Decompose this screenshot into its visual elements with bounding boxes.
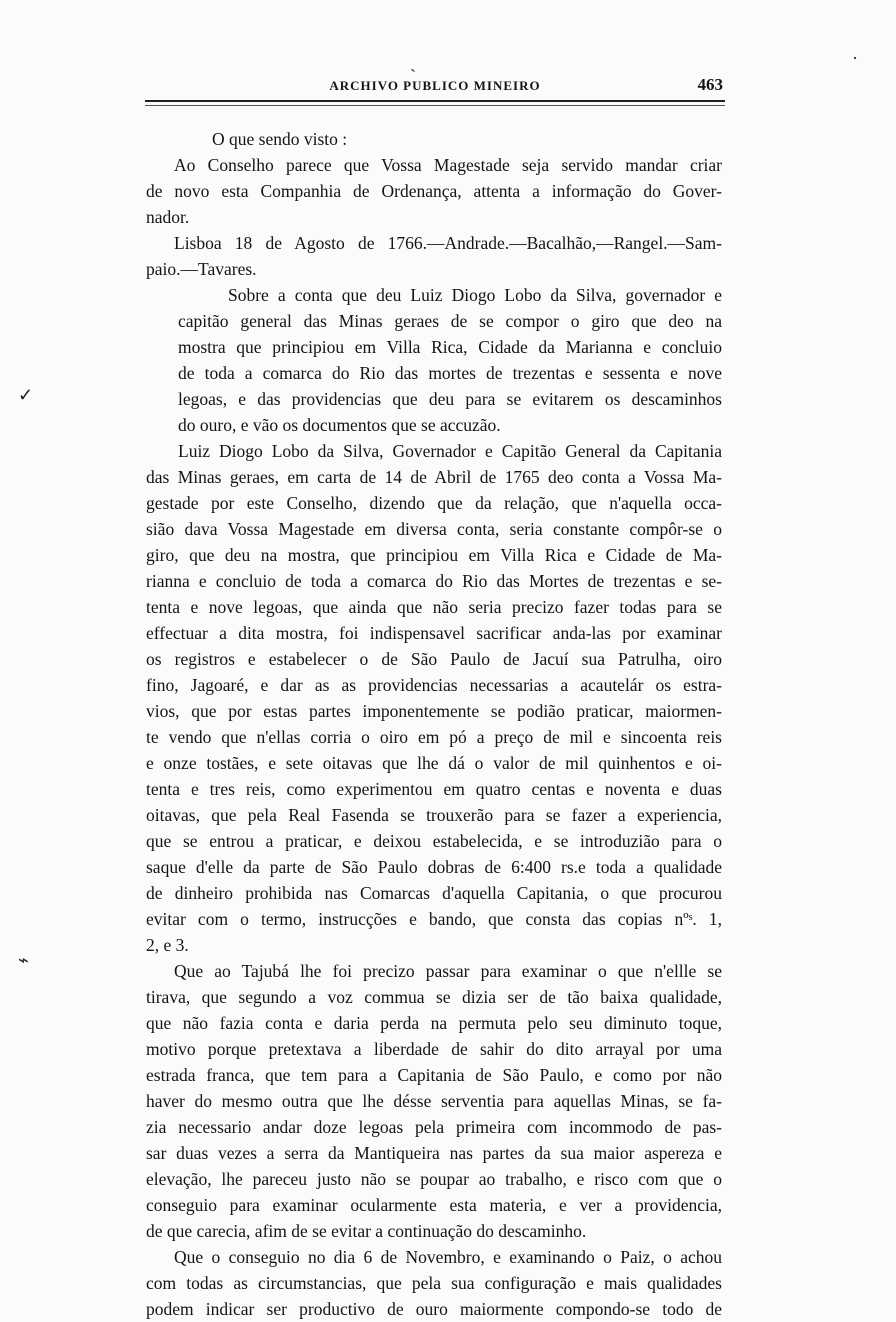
header-rule <box>145 100 725 106</box>
text-line: das Minas geraes, em carta de 14 de Abril de 1765 deo conta a Vossa Ma- <box>146 467 722 487</box>
text-line: que se entrou a praticar, e deixou estabelecida, e se introduzião para o <box>146 831 722 851</box>
text-line: effectuar a dita mostra, foi indispensavel sacrificar anda-las por examinar <box>146 623 722 643</box>
text-line: te vendo que n'ellas corria o oiro em pó a preço de mil e sincoenta reis <box>146 727 722 747</box>
text-line: estrada franca, que tem para a Capitania de São Paulo, e como por não <box>146 1065 722 1085</box>
text-line: Que ao Tajubá lhe foi precizo passar para examinar o que n'ellle se <box>174 961 722 981</box>
text-line: que não fazia conta e daria perda na permuta pelo seu diminuto toque, <box>146 1013 722 1033</box>
text-line: Que o conseguio no dia 6 de Novembro, e examinando o Paiz, o achou <box>174 1247 722 1267</box>
text-line: haver do mesmo outra que lhe désse serventia para aquellas Minas, se fa- <box>146 1091 722 1111</box>
text-line: sar duas vezes a serra da Mantiqueira nas partes da sua maior aspereza e <box>146 1143 722 1163</box>
text-line: e onze tostães, e sete oitavas que lhe dá o valor de mil quinhentos e oi- <box>146 753 722 773</box>
text-line: elevação, lhe pareceu justo não se poupar ao trabalho, e risco com que o <box>146 1169 722 1189</box>
text-line: saque d'elle da parte de São Paulo dobras de 6:400 rs.e toda a qualidade <box>146 857 722 877</box>
text-line: Ao Conselho parece que Vossa Magestade seja servido mandar criar <box>174 155 722 175</box>
margin-speck: ˏ <box>410 52 416 72</box>
page-number: 463 <box>697 75 723 94</box>
text-line: fino, Jagoaré, e dar as as providencias necessarias a acautelár os estra- <box>146 675 722 695</box>
margin-speck: · <box>852 48 858 68</box>
margin-mark-left: ⌁ <box>18 950 29 970</box>
text-line: nador. <box>146 207 190 227</box>
text-line: tirava, que segundo a voz commua se dizia ser de tão baixa qualidade, <box>146 987 722 1007</box>
text-line: conseguio para examinar ocularmente esta materia, e ver a providencia, <box>146 1195 722 1215</box>
text-line: tenta e nove legoas, que ainda que não seria precizo fazer todas para se <box>146 597 722 617</box>
text-line: oitavas, que pela Real Fasenda se trouxerão para se fazer a experiencia, <box>146 805 722 825</box>
text-line: O que sendo visto : <box>212 129 348 149</box>
text-line: os registros e estabelecer o de São Paulo de Jacuí sua Patrulha, oiro <box>146 649 722 669</box>
body-text <box>146 126 722 1322</box>
text-line: com todas as circumstancias, que pela sua configuração e mais qualidades <box>146 1273 722 1293</box>
text-line: sião dava Vossa Magestade em diversa conta, seria constante compôr-se o <box>146 519 722 539</box>
text-line: Sobre a conta que deu Luiz Diogo Lobo da Silva, governador e <box>228 285 722 305</box>
text-line: de dinheiro prohibida nas Comarcas d'aquella Capitania, o que procurou <box>146 883 722 903</box>
text-line: legoas, e das providencias que deu para se evitarem os descaminhos <box>178 389 722 409</box>
text-line: podem indicar ser productivo de ouro maiormente compondo-se todo de <box>146 1299 722 1319</box>
text-line: giro, que deu na mostra, que principiou em Villa Rica e Cidade de Ma- <box>146 545 722 565</box>
text-line: mostra que principiou em Villa Rica, Cidade da Marianna e concluio <box>178 337 722 357</box>
margin-mark-left: ✓ <box>18 385 34 405</box>
text-line: Lisboa 18 de Agosto de 1766.—Andrade.—Bacalhão,—Rangel.—Sam- <box>174 233 722 253</box>
text-line: paio.—Tavares. <box>146 259 257 279</box>
text-line: zia necessario andar doze legoas pela primeira com incommodo de pas- <box>146 1117 722 1137</box>
text-line: 2, e 3. <box>146 935 189 955</box>
text-line: gestade por este Conselho, dizendo que da relação, que n'aquella occa- <box>146 493 722 513</box>
text-line: tenta e tres reis, como experimentou em quatro centas e noventa e duas <box>146 779 722 799</box>
text-line: de que carecia, afim de se evitar a continuação do descaminho. <box>146 1221 587 1241</box>
text-line: motivo porque pretextava a liberdade de sahir do dito arrayal por uma <box>146 1039 722 1059</box>
text-line: evitar com o termo, instrucções e bando, que consta das copias nºˢ. 1, <box>146 909 722 929</box>
text-line: de novo esta Companhia de Ordenança, attenta a informação do Gover- <box>146 181 722 201</box>
text-line: de toda a comarca do Rio das mortes de trezentas e sessenta e nove <box>178 363 722 383</box>
text-line: rianna e concluio de toda a comarca do Rio das Mortes de trezentas e se- <box>146 571 722 591</box>
text-line: capitão general das Minas geraes de se compor o giro que deo na <box>178 311 722 331</box>
text-line: vios, que por estas partes imponentemente se podião praticar, maiormen- <box>146 701 722 721</box>
text-line: Luiz Diogo Lobo da Silva, Governador e Capitão General da Capitania <box>178 441 722 461</box>
running-header <box>145 75 725 102</box>
text-line: do ouro, e vão os documentos que se accuzão. <box>178 415 501 435</box>
header-title: ARCHIVO PUBLICO MINEIRO <box>329 78 541 93</box>
